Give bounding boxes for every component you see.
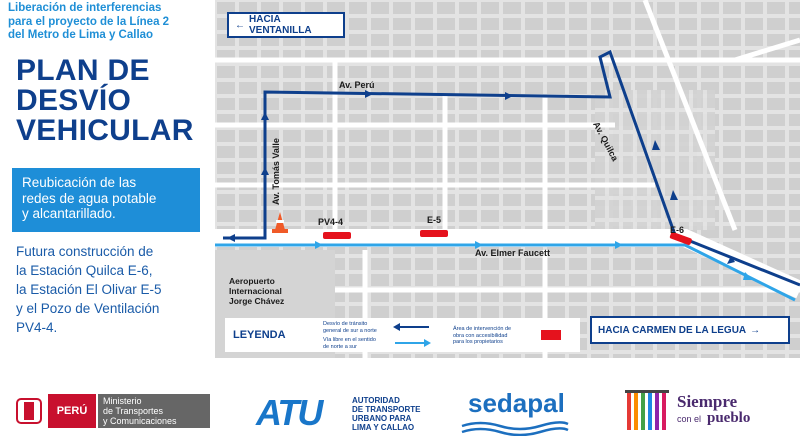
- legend-line: obra con accesibilidad: [453, 332, 508, 339]
- ministry-line: y Comunicaciones: [103, 416, 177, 426]
- legend-detour-text: [323, 321, 377, 334]
- bicentennial-columns-icon: [625, 388, 671, 434]
- airport-line: Jorge Chávez: [229, 296, 285, 306]
- legend-line: general de sur a norte: [323, 327, 377, 334]
- kicker-line: del Metro de Lima y Callao: [8, 29, 154, 41]
- airport-label: [229, 276, 284, 306]
- left-panel: [0, 0, 215, 358]
- work-area-e5: [420, 230, 448, 237]
- atu-mark: ATU: [256, 392, 322, 433]
- legend-line: Desvío de tránsito: [323, 321, 368, 327]
- street-label-faucett: Av. Elmer Faucett: [475, 248, 551, 258]
- con-el-text: con el: [677, 414, 702, 424]
- info-line: redes de agua potable: [22, 190, 157, 206]
- mtc-logo: [14, 394, 214, 430]
- title-line: PLAN DE: [16, 54, 150, 87]
- arrow-left-icon: ←: [235, 19, 245, 31]
- future-line: PV4-4.: [16, 320, 58, 335]
- street-label-peru: Av. Perú: [339, 80, 375, 90]
- pueblo-text: pueblo: [707, 410, 751, 426]
- marker-label-e6: E-6: [670, 225, 685, 235]
- legend: [225, 318, 580, 352]
- peru-badge: PERÚ: [48, 394, 96, 428]
- title-line: DESVÍO: [16, 84, 132, 117]
- work-area-pv44: [323, 232, 351, 239]
- street-label-quilca: Av. Quilca: [591, 120, 621, 163]
- street-label-tomas-valle: Av. Tomás Valle: [271, 138, 281, 205]
- info-line: Reubicación de las: [22, 175, 137, 190]
- legend-line: Área de intervención de: [453, 326, 512, 332]
- legend-free-text: [323, 337, 376, 350]
- kicker-line: Liberación de interferencias: [8, 2, 162, 14]
- map-graphic: [215, 0, 800, 358]
- footer-logos: [0, 358, 800, 445]
- callout-text: HACIA CARMEN DE LA LEGUA: [598, 324, 747, 336]
- marker-label-e5: E-5: [427, 215, 442, 225]
- legend-work-swatch: [541, 330, 561, 340]
- future-construction-text: [16, 242, 214, 337]
- sedapal-wordmark: sedapal: [468, 388, 565, 418]
- callout-text: HACIA VENTANILLA: [249, 14, 312, 36]
- atu-line: AUTORIDAD: [352, 396, 400, 405]
- airport-line: Internacional: [229, 286, 282, 296]
- legend-free-arrow-icon: [393, 338, 431, 348]
- atu-line: DE TRANSPORTE: [352, 405, 421, 414]
- kicker-text: [8, 2, 213, 43]
- kicker-line: para el proyecto de la Línea 2: [8, 15, 170, 28]
- future-line: la Estación Quilca E-6,: [16, 263, 153, 278]
- callout-hacia-ventanilla: [227, 12, 345, 38]
- future-line: y el Pozo de Ventilación: [16, 301, 160, 316]
- ministry-badge: [98, 394, 210, 428]
- atu-logo: [256, 394, 436, 434]
- airport-line: Aeropuerto: [229, 276, 275, 286]
- peru-shield-icon: [14, 396, 44, 426]
- legend-detour-arrow-icon: [393, 322, 431, 332]
- legend-line: para los propietarios: [453, 339, 503, 345]
- legend-line: de norte a sur: [323, 343, 357, 350]
- page-title: [16, 56, 216, 146]
- future-line: la Estación El Olivar E-5: [16, 282, 162, 297]
- sedapal-waves-icon: [460, 420, 570, 436]
- future-line: Futura construcción de: [16, 244, 154, 259]
- detour-map: [215, 0, 800, 358]
- title-line: VEHICULAR: [16, 114, 194, 147]
- marker-label-pv44: PV4-4: [318, 217, 344, 227]
- siempre-text: Siempre: [677, 392, 738, 411]
- atu-line: LIMA Y CALLAO: [352, 423, 415, 432]
- info-line: y alcantarillado.: [22, 206, 116, 221]
- legend-work-text: [453, 326, 511, 346]
- atu-line: URBANO PARA: [352, 414, 412, 423]
- legend-title: LEYENDA: [233, 329, 286, 341]
- arrow-right-icon: →: [750, 324, 761, 336]
- sedapal-logo: [460, 388, 580, 438]
- ministry-line: de Transportes: [103, 406, 164, 416]
- ministry-line: Ministerio: [103, 396, 142, 406]
- atu-text: [352, 396, 420, 432]
- legend-line: Vía libre en el sentido: [323, 337, 376, 343]
- callout-hacia-carmen: [590, 316, 790, 344]
- info-box: [12, 168, 200, 232]
- siempre-con-el-pueblo-logo: [625, 386, 785, 438]
